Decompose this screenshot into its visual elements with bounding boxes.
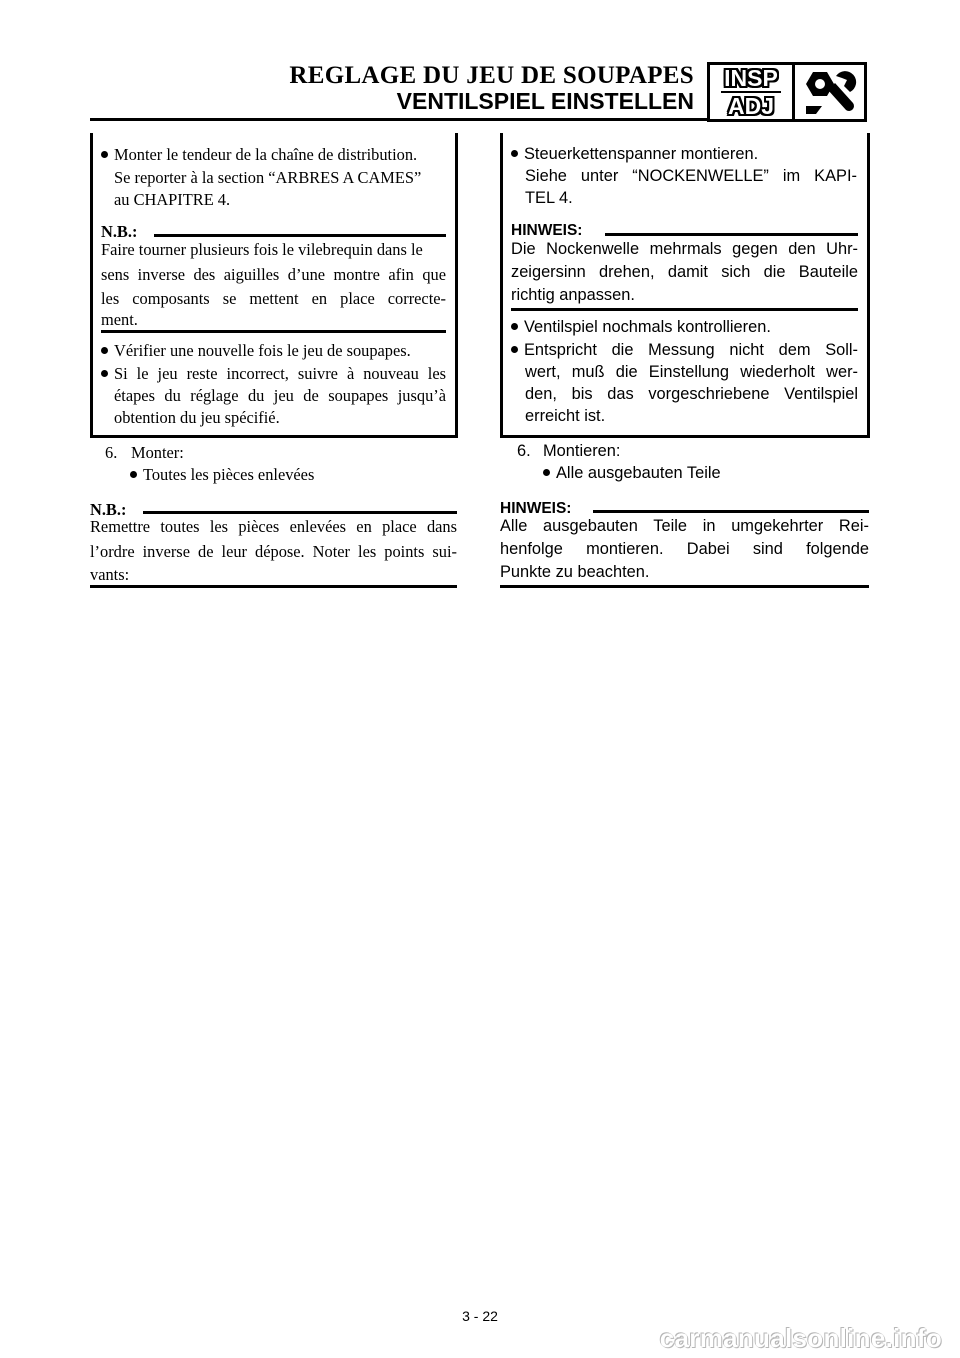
de-box-bullet3-line1: Entspricht die Messung nicht dem Soll- — [511, 341, 858, 360]
bullet-icon — [101, 151, 108, 158]
insp-adj-badge — [707, 62, 867, 122]
de-note-line3: Punkte zu beachten. — [500, 563, 650, 581]
fr-box-bullet1-line1: Monter le tendeur de la chaîne de distribution. — [101, 145, 417, 165]
de-box-note-label: HINWEIS: — [511, 222, 583, 239]
bullet-icon — [511, 346, 518, 353]
fr-box-note-end-rule — [101, 330, 446, 333]
de-step-label: Montieren: — [543, 442, 621, 460]
fr-note-end-rule — [90, 585, 457, 588]
bullet-icon — [101, 347, 108, 354]
de-note-label: HINWEIS: — [500, 500, 572, 517]
de-note-line2: henfolge montieren. Dabei sind folgende — [500, 540, 869, 558]
de-box-bullet1-line3: TEL 4. — [525, 189, 573, 207]
fr-box-bullet3-line3: obtention du jeu spécifié. — [114, 408, 280, 427]
wrench-nut-icon — [795, 65, 864, 119]
fr-box-note-rule — [154, 234, 446, 237]
de-step-item: Alle ausgebauten Teile — [543, 464, 721, 483]
de-box-bullet3-line2: wert, muß die Einstellung wiederholt wer- — [525, 363, 858, 381]
bullet-icon — [543, 469, 550, 476]
page-number: 3 - 22 — [462, 1308, 498, 1324]
page-title-fr: REGLAGE DU JEU DE SOUPAPES — [289, 62, 694, 89]
fr-step-item: Toutes les pièces enlevées — [130, 465, 314, 485]
fr-box-note-line1: Faire tourner plusieurs fois le vilebrequin dans le — [101, 240, 423, 259]
fr-box-note-label: N.B.: — [101, 222, 138, 241]
de-note-rule — [593, 510, 869, 513]
badge-top-text: INSP — [724, 65, 778, 91]
fr-box-note-line2: sens inverse des aiguilles d’une montre afin que — [101, 265, 446, 284]
fr-note-label: N.B.: — [90, 500, 127, 519]
bullet-icon — [101, 370, 108, 377]
de-note-line1: Alle ausgebauten Teile in umgekehrter Rei- — [500, 517, 869, 535]
fr-step-number: 6. — [105, 443, 118, 462]
de-box-bullet2: Ventilspiel nochmals kontrollieren. — [511, 318, 771, 337]
badge-bottom-text: ADJ — [727, 93, 774, 119]
de-box-note-rule — [605, 233, 858, 236]
fr-box-bullet1-line2: Se reporter à la section “ARBRES A CAMES” — [114, 168, 422, 187]
de-box-bullet3-line4: erreicht ist. — [525, 407, 606, 425]
badge-label — [710, 65, 795, 119]
bullet-icon — [511, 150, 518, 157]
de-box-bullet1-line2: Siehe unter “NOCKENWELLE” im KAPI- — [525, 167, 857, 185]
fr-box-bullet2: Vérifier une nouvelle fois le jeu de soupapes. — [101, 341, 411, 361]
fr-note-rule — [143, 511, 457, 514]
de-box-bullet3-line3: den, bis das vorgeschriebene Ventilspiel — [525, 385, 858, 403]
fr-box-note-line4: ment. — [101, 310, 138, 329]
fr-box-bullet3-line1: Si le jeu reste incorrect, suivre à nouveau les — [101, 364, 446, 384]
fr-box-bullet3-line2: étapes du réglage du jeu de soupapes jusqu’à — [114, 386, 446, 405]
fr-step-label: Monter: — [131, 443, 184, 462]
fr-note-line3: vants: — [90, 565, 130, 584]
de-box-note-line1: Die Nockenwelle mehrmals gegen den Uhr- — [511, 240, 858, 258]
bullet-icon — [130, 471, 137, 478]
page-title-de: VENTILSPIEL EINSTELLEN — [396, 88, 694, 114]
de-box-note-line3: richtig anpassen. — [511, 286, 635, 304]
de-box-bullet1-line1: Steuerkettenspanner montieren. — [511, 145, 758, 164]
de-box-note-end-rule — [511, 308, 858, 311]
fr-note-line2: l’ordre inverse de leur dépose. Noter les points sui- — [90, 542, 457, 561]
de-step-number: 6. — [517, 442, 531, 460]
watermark-text: carmanualsonline.info — [659, 1323, 942, 1353]
bullet-icon — [511, 323, 518, 330]
fr-box-note-line3: les composants se mettent en place correcte- — [101, 289, 446, 308]
de-box-note-line2: zeigersinn drehen, damit sich die Bauteile — [511, 263, 858, 281]
fr-box-bullet1-line3: au CHAPITRE 4. — [114, 190, 231, 209]
fr-note-line1: Remettre toutes les pièces enlevées en place dans — [90, 517, 457, 536]
header-rule — [90, 118, 710, 121]
de-note-end-rule — [500, 585, 869, 588]
